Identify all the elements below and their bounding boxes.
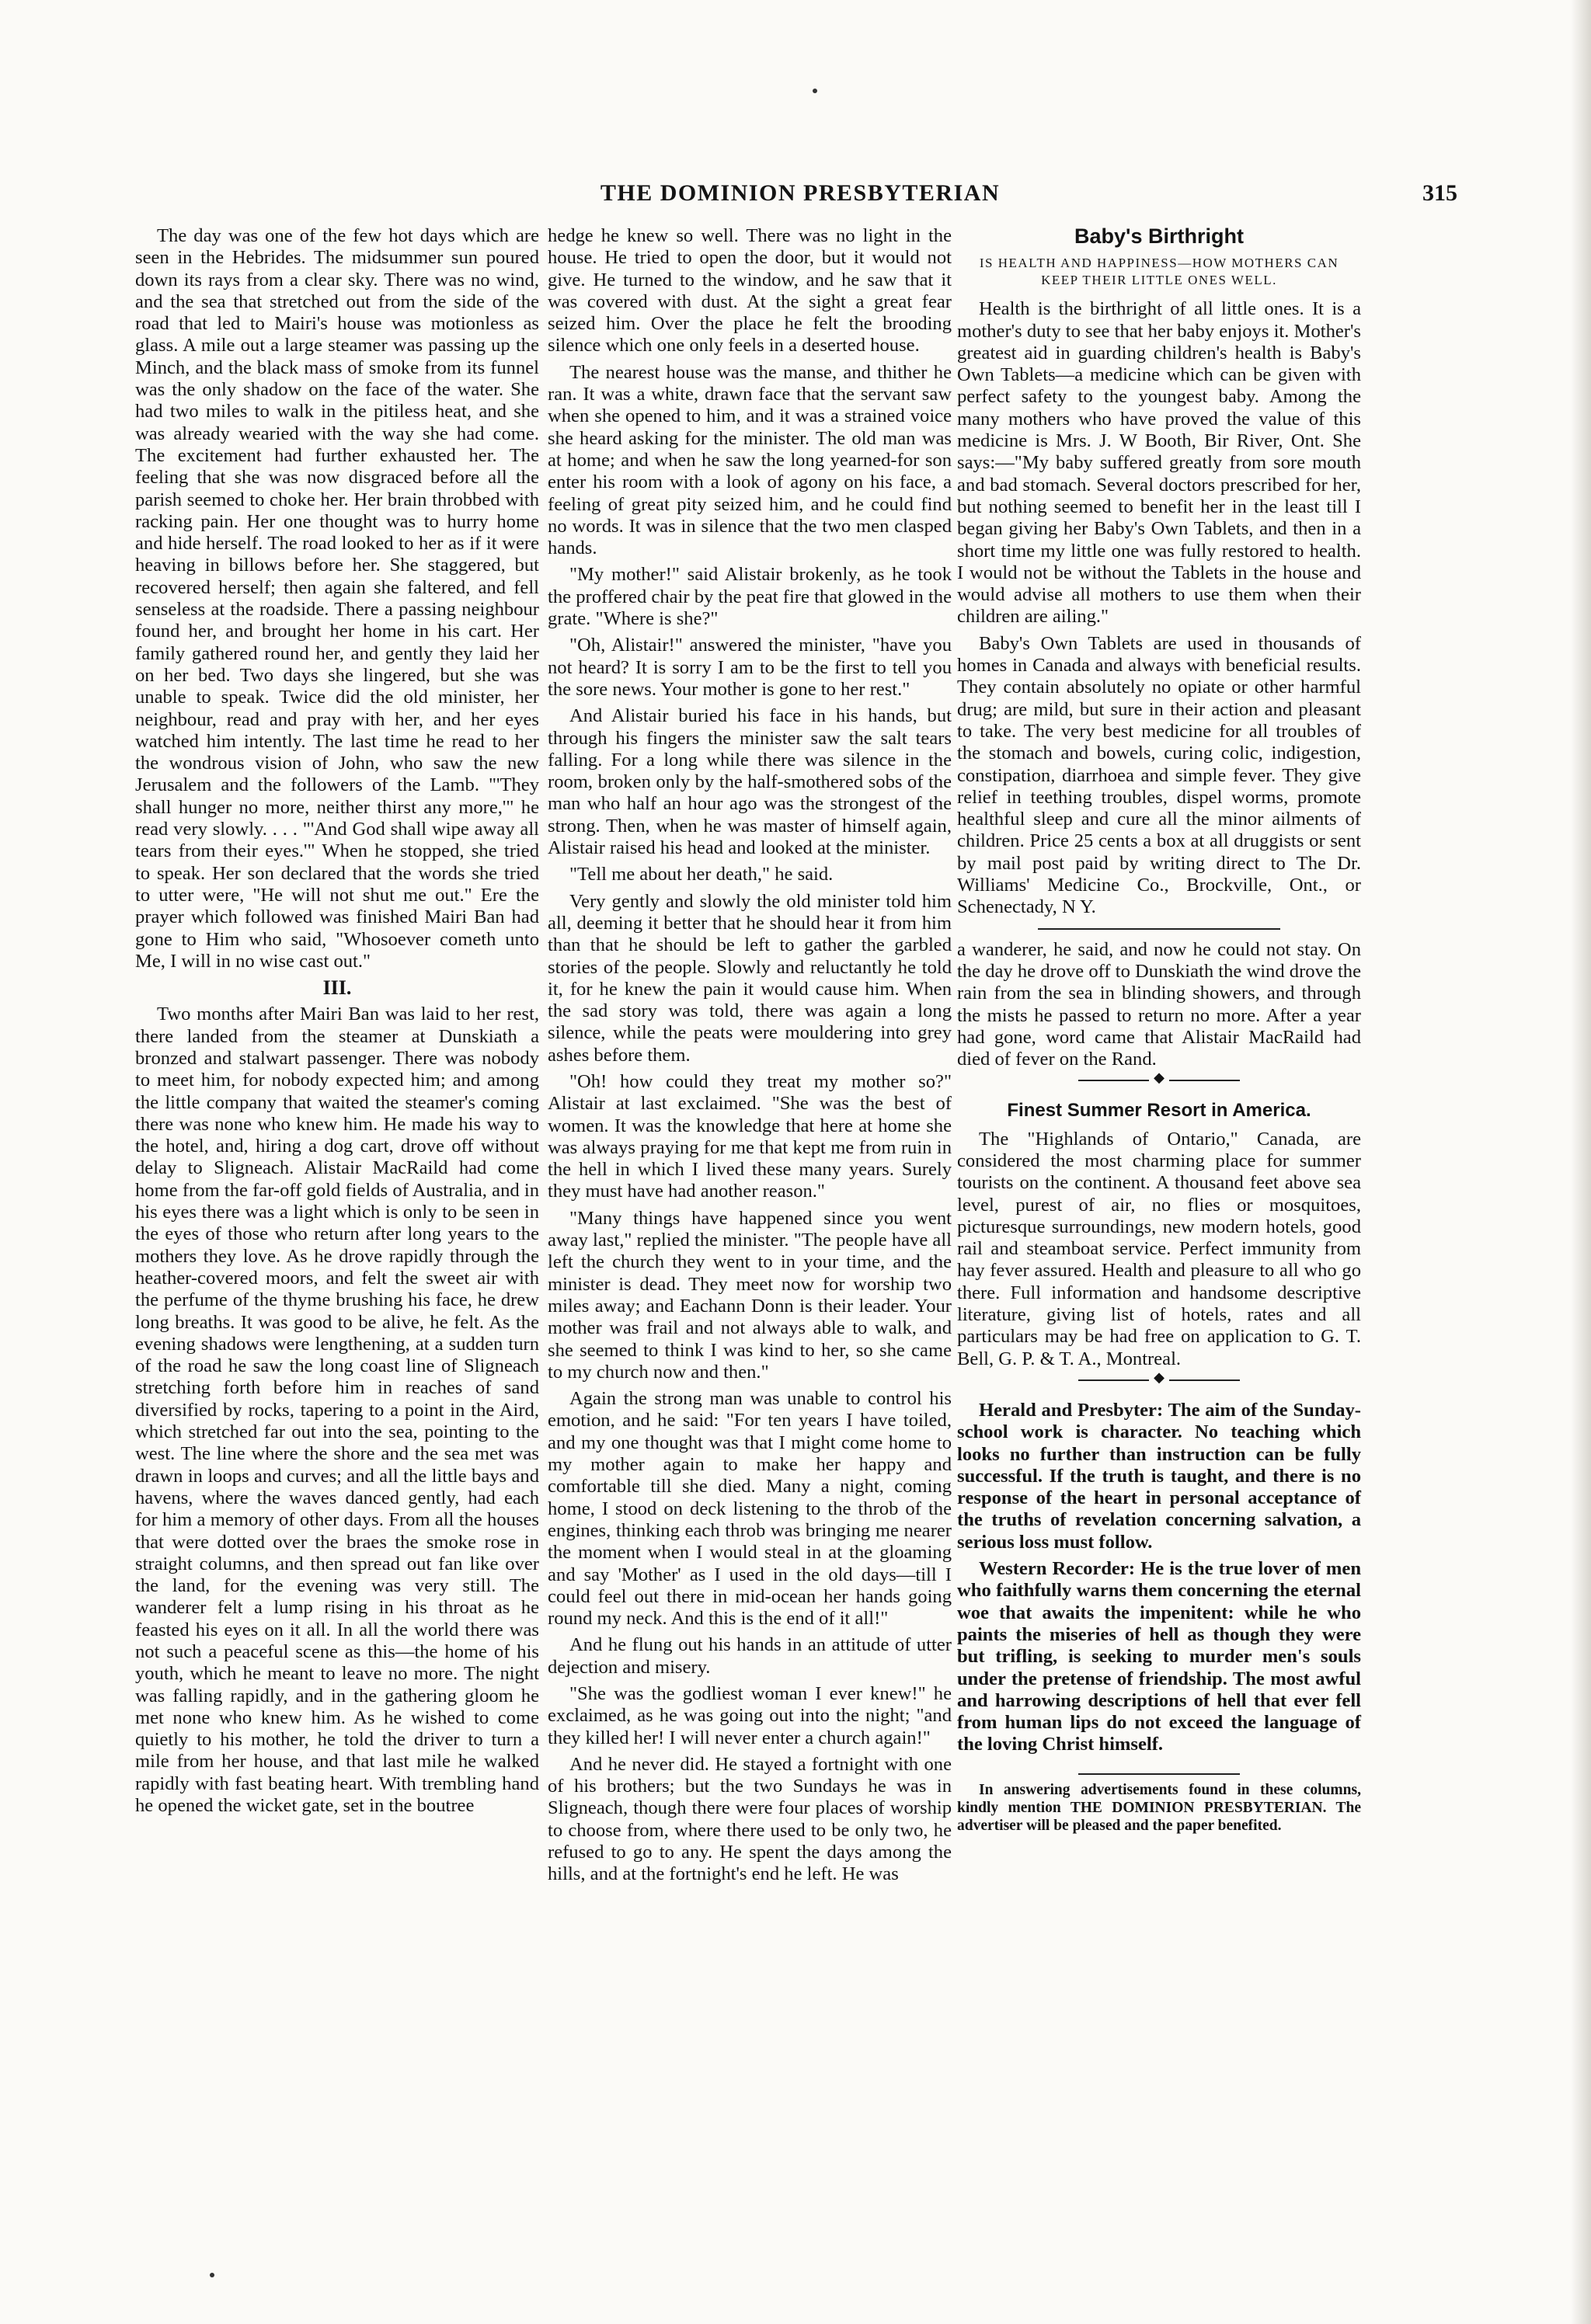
story-continuation: a wanderer, he said, and now he could not stay. On the day he drove off to Dunskiath the wind drove the rain from the sea in blinding showers, and through the mists he passed to return no more. After a year had gone, word came that Alistair MacRaild had died of fever on the Rand. bbox=[957, 938, 1361, 1070]
story-paragraph: The nearest house was the manse, and thither he ran. It was a white, drawn face that the servant saw when she opened to him, and it was a strained voice she heard asking for the minister. The old man was at home; and when he saw the long yearned-for son enter his room with a look of agony on his face, a feeling of great pity seized him, and he could find no words. It was in silence that the two men clasped hands. bbox=[548, 361, 952, 559]
resort-ad-paragraph: The "Highlands of Ontario," Canada, are considered the most charming place for summer tourists on the continent. A thousand feet above sea level, purest of air, no flies or mosquitoes, picturesque surroundings, new modern hotels, good rail and steamboat service. Perfect immunity from hay fever assured. Health and pleasure to all who go there. Full information and handsome descriptive literature, giving list of hotels, rates and all particulars may be had free on application to G. T. Bell, G. P. & T. A., Montreal. bbox=[957, 1128, 1361, 1369]
quote-paragraph: Herald and Presbyter: The aim of the Sunday-school work is character. No teaching which looks no further than instruction can be fully successful. If the truth is taught, and there is no response of the heart in personal acceptance of the truths of revelation concerning salvation, a serious loss must follow. bbox=[957, 1399, 1361, 1553]
quotes-section bbox=[957, 1400, 1361, 1756]
ad-subtitle: IS HEALTH AND HAPPINESS—HOW MOTHERS CAN KEEP THEIR LITTLE ONES WELL. bbox=[979, 256, 1339, 288]
ornament-icon: ◆ bbox=[1149, 1369, 1169, 1385]
ink-dot bbox=[813, 89, 817, 93]
page-header bbox=[132, 180, 1468, 211]
story-paragraph: The day was one of the few hot days which are seen in the Hebrides. The midsummer sun poured down its rays from a clear sky. There was no wind, and the sea that stretched out from the side of the road that led to Mairi's house was motionless as glass. A mile out a large steamer was passing up the Minch, and the black mass of smoke from its funnel was the only shadow on the face of the water. She had two miles to walk in the pitiless heat, and she was already wearied with the way she had come. The excitement had further exhausted her. The feeling that she was now disgraced before all the parish seemed to choke her. Her brain throbbed with racking pain. Her one thought was to hurry home and hide herself. The road looked to her as if it were heaving in billows before her. She staggered, but recovered herself; then again she faltered, and fell senseless at the roadside. There a passing neighbour found her, and brought her home in his cart. Her family gathered round her, and gently they laid her on her bed. Two days she lingered, but she was unable to speak. Twice did the old minister, her neighbour, read and pray with her, and her eyes watched him intently. The last time he read to her the wondrous vision of John, who saw the new Jerusalem and the followers of the Lamb. "'They shall hunger no more, neither thirst any more,'" he read very slowly. . . . "'And God shall wipe away all tears from their eyes.'" When he stopped, she tried to speak. Her son declared that the words she tried to utter were, "He will not shut me out." Ere the prayer which followed was finished Mairi Ban had gone to Him who said, "Whosoever cometh unto Me, I will in no wise cast out." bbox=[135, 225, 539, 972]
story-paragraph: "My mother!" said Alistair brokenly, as he took the proffered chair by the peat fire that glowed in the grate. "Where is she?" bbox=[548, 564, 952, 630]
divider-rule bbox=[1038, 928, 1280, 930]
ad-title: Baby's Birthright bbox=[1074, 224, 1244, 248]
page-edge-shadow bbox=[1571, 0, 1591, 2324]
story-paragraph: And he flung out his hands in an attitude of utter dejection and misery. bbox=[548, 1634, 952, 1678]
story-paragraph: "Oh! how could they treat my mother so?" Alistair at last exclaimed. "She was the best of women. It was the knowledge that here at home she was always praying for me that kept me from ruin in the hell in which I lived these many years. Surely they must have had another reason." bbox=[548, 1070, 952, 1202]
advertiser-notice bbox=[957, 1773, 1361, 1835]
divider-rule bbox=[1078, 1773, 1240, 1775]
story-paragraph: And he never did. He stayed a fortnight with one of his brothers; but the two Sundays he was in Sligneach, though there were four places of worship to choose from, where there used to be only two, he refused to go to any. He spent the days among the hills, and at the fortnight's end he left. He was bbox=[548, 1753, 952, 1885]
page-number: 315 bbox=[1422, 180, 1457, 206]
story-paragraph: Very gently and slowly the old minister told him all, deeming it better that he should hear it from him than that he should be left to gather the garbled stories of the people. Slowly and reluctantly he told it, for he knew the pain it would cause him. When the sad story was told, there was again a long silence, while the peats were mouldering into grey ashes before them. bbox=[548, 890, 952, 1066]
column-3 bbox=[957, 225, 1361, 1835]
story-paragraph: "Tell me about her death," he said. bbox=[569, 864, 834, 885]
story-paragraph: "Many things have happened since you went away last," replied the minister. "The people have all left the church they went to in your time, and the minister is dead. They meet now for worship two miles away; and Eachann Donn is their leader. Your mother was frail and not always able to walk, and she seemed to think I was kind to her, so she came to my church now and then." bbox=[548, 1207, 952, 1383]
ornament-divider bbox=[1078, 1369, 1240, 1390]
running-title: THE DOMINION PRESBYTERIAN bbox=[600, 180, 1001, 206]
story-paragraph: And Alistair buried his face in his hands, but through his fingers the minister saw the salt tears falling. For a long while there was silence in the room, broken only by the half-smothered sobs of the man who half an hour ago was the strongest of the strong. Then, when he was master of himself again, Alistair raised his head and looked at the minister. bbox=[548, 705, 952, 859]
notice-text: In answering advertisements found in these columns, kindly mention THE DOMINION PRESBYTERIAN. The advertiser will be pleased and the paper benefited. bbox=[957, 1781, 1361, 1834]
ink-dot bbox=[210, 2273, 214, 2277]
ad-paragraph: Health is the birthright of all little ones. It is a mother's duty to see that her baby enjoys it. Mother's greatest aid in guarding children's health is Baby's Own Tablets—a medicine which can be given with perfect safety to the youngest baby. Among the many mothers who have proved the value of this medicine is Mrs. J. W Booth, Bir River, Ont. She says:—"My baby suffered greatly from sore mouth and bad stomach. Several doctors prescribed for her, but nothing seemed to benefit her in the least till I began giving her Baby's Own Tablets, and then in a short time my little one was fully restored to health. I would not be without the Tablets in the house and would advise all mothers to use them when their children are ailing." bbox=[957, 298, 1361, 628]
ornament-icon: ◆ bbox=[1149, 1070, 1169, 1085]
column-2 bbox=[548, 225, 952, 1886]
story-paragraph: Again the strong man was unable to control his emotion, and he said: "For ten years I have toiled, and my one thought was that I might come home to my mother again to make her happy and comfortable till she died. Many a night, coming home, I stood on deck listening to the throb of the engines, thinking each throb was bringing me nearer the moment when I would steal in at the gloaming and say 'Mother' as I used in the old days—till I could feel out there in mid-ocean her hands going round my neck. And this is the end of it all!" bbox=[548, 1388, 952, 1630]
ornament-divider bbox=[1078, 1070, 1240, 1091]
column-1 bbox=[135, 225, 539, 1817]
story-paragraph: hedge he knew so well. There was no light in the house. He tried to open the door, but it would not give. He turned to the window, and he saw that it was covered with dust. At the sight a great fear seized him. Over the place he felt the brooding silence which one only feels in a deserted house. bbox=[548, 225, 952, 357]
ad-paragraph: Baby's Own Tablets are used in thousands of homes in Canada and always with beneficial results. They contain absolutely no opiate or other harmful drug; are mild, but sure in their action and pleasant to take. The very best medicine for all troubles of the stomach and bowels, curing colic, indigestion, constipation, diarrhoea and simple fever. They give relief in teething troubles, dispel worms, promote healthful sleep and cure all the minor ailments of children. Price 25 cents a box at all druggists or sent by mail post paid by writing direct to The Dr. Williams' Medicine Co., Brockville, Ont., or Schenectady, N Y. bbox=[957, 632, 1361, 918]
story-paragraph: "Oh, Alistair!" answered the minister, "have you not heard? It is sorry I am to be the first to tell you the sore news. Your mother is gone to her rest." bbox=[548, 635, 952, 700]
quote-paragraph: Western Recorder: He is the true lover of men who faithfully warns them concerning the eternal woe that awaits the impenitent: while he who paints the miseries of hell as though they were but trifling, is seeking to murder men's souls under the pretense of friendship. The most awful and harrowing descriptions of hell that ever fell from human lips do not exceed the language of the loving Christ himself. bbox=[957, 1558, 1361, 1755]
section-numeral: III. bbox=[322, 976, 352, 1000]
story-paragraph: "She was the godliest woman I ever knew!" he exclaimed, as he was going out into the night; "and they killed her! I will never enter a church again!" bbox=[548, 1683, 952, 1748]
resort-ad-title: Finest Summer Resort in America. bbox=[1007, 1100, 1311, 1122]
story-paragraph: Two months after Mairi Ban was laid to her rest, there landed from the steamer at Dunskiath a bronzed and stalwart passenger. There was nobody to meet him, for nobody expected him; and among the little company that waited the steamer's coming there was none who knew him. He made his way to the hotel, and, hiring a dog cart, drove off without delay to Sligneach. Alistair MacRaild had come home from the far-off gold fields of Australia, and in his eyes there was a light which is only to be seen in the eyes of those who return after long years to the mothers they love. As he drove rapidly through the heather-covered moors, and felt the sweet air with the perfume of the thyme brushing his face, he drew long breaths. It was good to be alive, he felt. As the evening shadows were lengthening, at a sudden turn of the road he saw the long coast line of Sligneach stretching forth before him in reaches of sand diversified by rocks, tapering to a point in the Aird, which stretched far out into the sea, pointing to the west. The line where the shore and the sea met was drawn in loops and curves; and all the little bays and havens, where the waves danced gently, had each for him a memory of other days. From all the houses that were dotted over the braes the smoke rose in straight columns, and then spread out fan like over the land, for the evening was very still. The wanderer felt a lump rising in his throat as he feasted his eyes on it all. In all the world there was not such a peaceful scene as this—the home of his youth, which he meant to leave no more. The night was falling rapidly, and in the gathering gloom he met none who knew him. As he wished to come quietly to his mother, he told the driver to turn a mile from her house, and that last mile he walked rapidly with fast beating heart. With trembling hand he opened the wicket gate, set in the boutree bbox=[135, 1004, 539, 1817]
